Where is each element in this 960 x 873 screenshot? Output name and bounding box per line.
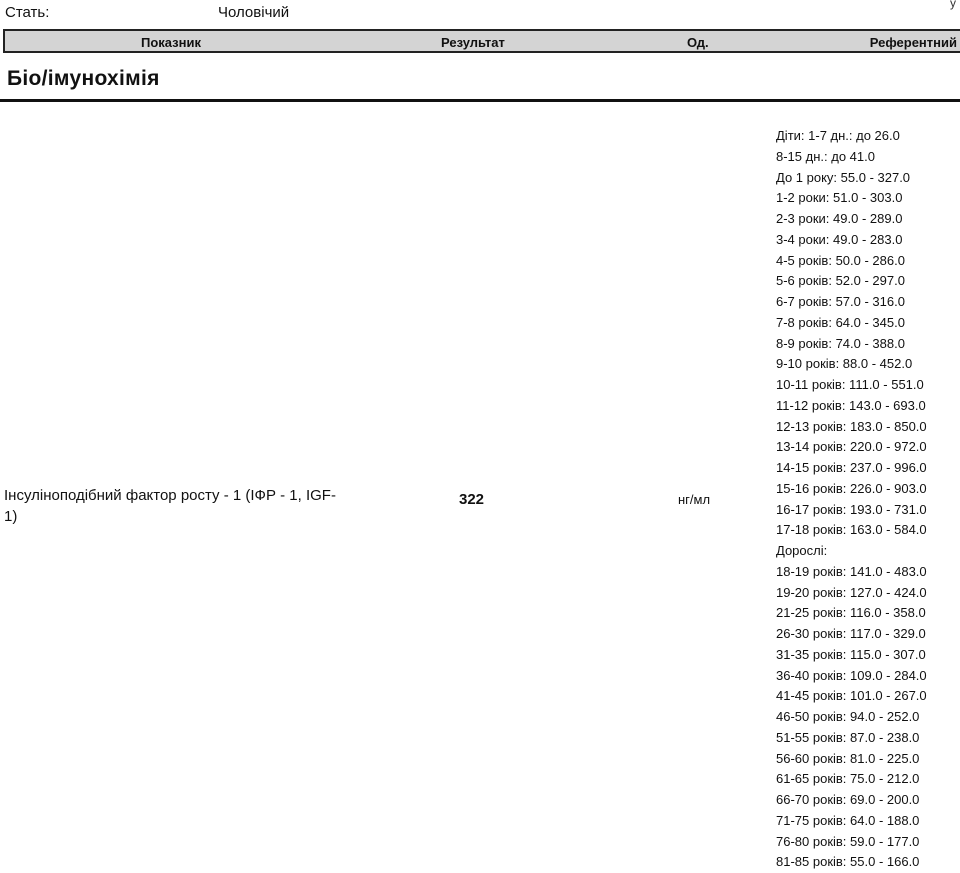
reference-range-item: 36-40 років: 109.0 - 284.0 <box>776 667 927 683</box>
reference-range-item: 16-17 років: 193.0 - 731.0 <box>776 501 927 517</box>
reference-range-item: Діти: 1-7 дн.: до 26.0 <box>776 128 900 143</box>
reference-range-item: 6-7 років: 57.0 - 316.0 <box>776 294 905 309</box>
reference-range-item: 1-2 роки: 51.0 - 303.0 <box>776 190 903 206</box>
reference-range-item: 19-20 років: 127.0 - 424.0 <box>776 584 927 600</box>
reference-range-item: 12-13 років: 183.0 - 850.0 <box>776 418 927 434</box>
reference-range-item: 76-80 років: 59.0 - 177.0 <box>776 833 920 849</box>
reference-range-item: 66-70 років: 69.0 - 200.0 <box>776 792 920 807</box>
reference-range-item: 10-11 років: 111.0 - 551.0 <box>776 377 924 392</box>
reference-range-item: 3-4 роки: 49.0 - 283.0 <box>776 231 903 247</box>
sex-label: Стать: <box>5 4 50 21</box>
column-header-result: Результат <box>441 35 505 50</box>
reference-range-item: 26-30 років: 117.0 - 329.0 <box>776 626 926 641</box>
reference-range-item: 61-65 років: 75.0 - 212.0 <box>776 771 920 787</box>
reference-range-item: 56-60 років: 81.0 - 225.0 <box>776 750 920 766</box>
column-header-indicator: Показник <box>141 35 201 50</box>
reference-range-item: 8-9 років: 74.0 - 388.0 <box>776 335 905 351</box>
reference-range-item: 4-5 років: 50.0 - 286.0 <box>776 252 905 268</box>
corner-mark: у <box>950 0 956 10</box>
reference-range-item: 41-45 років: 101.0 - 267.0 <box>776 688 927 704</box>
reference-range-item: 8-15 дн.: до 41.0 <box>776 148 875 164</box>
reference-range-item: Дорослі: <box>776 543 828 558</box>
section-divider <box>0 99 960 102</box>
reference-range-item: 7-8 років: 64.0 - 345.0 <box>776 314 905 330</box>
reference-range-item: 71-75 років: 64.0 - 188.0 <box>776 812 920 828</box>
test-result-value: 322 <box>459 491 485 508</box>
section-title: Біо/імунохімія <box>7 67 160 90</box>
test-unit: нг/мл <box>678 492 711 507</box>
test-name: Інсуліноподібний фактор росту - 1 (ІФР - 1, IGF-1) <box>4 487 336 525</box>
reference-range-list <box>776 126 927 873</box>
results-table-header <box>3 29 960 53</box>
reference-range-item: 2-3 роки: 49.0 - 289.0 <box>776 211 903 226</box>
reference-range-item: 21-25 років: 116.0 - 358.0 <box>776 605 926 621</box>
reference-range-item: 18-19 років: 141.0 - 483.0 <box>776 563 927 579</box>
reference-range-item: 14-15 років: 237.0 - 996.0 <box>776 460 927 475</box>
sex-value: Чоловічий <box>218 4 290 21</box>
reference-range-item: 9-10 років: 88.0 - 452.0 <box>776 356 913 372</box>
column-header-reference: Референтний <box>869 35 957 50</box>
column-header-unit: Од. <box>687 35 709 50</box>
reference-range-item: 81-85 років: 55.0 - 166.0 <box>776 854 920 870</box>
reference-range-item: 17-18 років: 163.0 - 584.0 <box>776 522 927 538</box>
reference-range-item: 15-16 років: 226.0 - 903.0 <box>776 480 927 496</box>
reference-range-item: 46-50 років: 94.0 - 252.0 <box>776 709 920 724</box>
reference-range-item: До 1 року: 55.0 - 327.0 <box>776 169 911 185</box>
reference-range-item: 31-35 років: 115.0 - 307.0 <box>776 646 926 662</box>
reference-range-item: 5-6 років: 52.0 - 297.0 <box>776 273 905 289</box>
reference-range-item: 51-55 років: 87.0 - 238.0 <box>776 729 920 745</box>
reference-range-item: 11-12 років: 143.0 - 693.0 <box>776 397 926 413</box>
reference-range-item: 13-14 років: 220.0 - 972.0 <box>776 439 927 455</box>
